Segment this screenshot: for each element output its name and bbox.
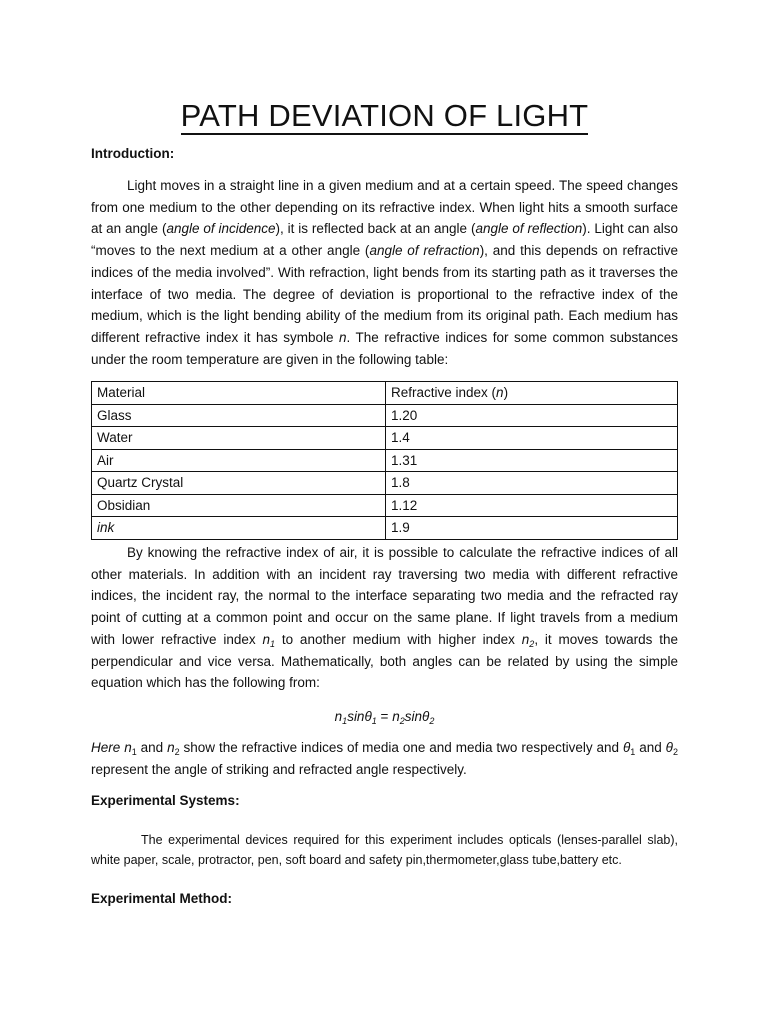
text-run: show the refractive indices of media one and media two respectively and bbox=[179, 740, 623, 755]
cell-index: 1.20 bbox=[386, 404, 678, 427]
page-title-text: PATH DEVIATION OF LIGHT bbox=[180, 98, 589, 133]
table-row bbox=[92, 404, 678, 427]
introduction-heading: Introduction: bbox=[91, 146, 175, 161]
symbol-n: n bbox=[124, 740, 132, 755]
cell-index: 1.4 bbox=[386, 427, 678, 450]
text-run: ), and this depends on refractive indices of the media involved”. With refraction, light bends from its starting path as it traverses the interface of two media. The degree of deviation is proportional to the refractive index of the medium, which is the light bending ability of the medium from its original path. Each medium has different refractive index it has symbole bbox=[91, 243, 678, 345]
text-run: and bbox=[635, 740, 666, 755]
subscript: 1 bbox=[630, 747, 636, 757]
cell-material: Air bbox=[92, 449, 386, 472]
eq-n: n bbox=[334, 709, 343, 724]
table-row bbox=[92, 517, 678, 540]
table-row bbox=[92, 472, 678, 495]
text-run: . The refractive indices for some common substances under the room temperature are given in the following table: bbox=[91, 329, 678, 367]
subscript: 2 bbox=[429, 716, 435, 726]
text-here: Here bbox=[91, 740, 125, 755]
text-run: to another medium with higher index bbox=[274, 631, 522, 647]
cell-material: Obsidian bbox=[92, 494, 386, 517]
eq-n: n bbox=[392, 709, 400, 724]
text-run: Light moves in a straight line in a given medium and at a certain speed. The speed changes from one medium to the other depending on its refractive index. When light hits a smooth surface at an angle ( bbox=[91, 178, 678, 237]
table-row bbox=[92, 449, 678, 472]
subscript: 1 bbox=[131, 747, 137, 757]
symbol-n: n bbox=[167, 740, 175, 755]
cell-index: 1.8 bbox=[386, 472, 678, 495]
cell-index: 1.31 bbox=[386, 449, 678, 472]
symbol-n: n bbox=[521, 631, 530, 647]
header-material: Material bbox=[92, 382, 386, 405]
subscript: 2 bbox=[174, 747, 180, 757]
introduction-paragraph bbox=[91, 175, 678, 370]
cell-material: Quartz Crystal bbox=[92, 472, 386, 495]
table-row bbox=[92, 427, 678, 450]
header-text: ) bbox=[503, 385, 509, 401]
symbol-n: n bbox=[496, 385, 504, 401]
term-angle-of-incidence: angle of incidence bbox=[166, 221, 276, 237]
term-angle-of-reflection: angle of reflection bbox=[475, 221, 583, 237]
header-text: Refractive index ( bbox=[391, 385, 497, 401]
symbol-theta: θ bbox=[665, 740, 673, 755]
eq-equals: = bbox=[376, 709, 393, 724]
text-run: ), it is reflected back at an angle ( bbox=[275, 221, 476, 237]
header-refractive-index bbox=[386, 382, 678, 405]
cell-index: 1.12 bbox=[386, 494, 678, 517]
text-run: ). Light can also “moves to the next medium at a other angle ( bbox=[91, 221, 678, 259]
refraction-paragraph bbox=[91, 542, 678, 694]
subscript: 2 bbox=[529, 638, 535, 649]
subscript: 1 bbox=[269, 638, 275, 649]
text-run: By knowing the refractive index of air, it is possible to calculate the refractive indices of all other materials. In addition with an incident ray traversing two media with different refractive indices, the incident ray, the normal to the interface separating two media and the refracted ray point of cutting at a common point and occur on the same plane. If light travels from a medium with lower refractive index bbox=[91, 545, 678, 647]
subscript: 1 bbox=[342, 716, 348, 726]
text-run: and bbox=[136, 740, 168, 755]
cell-material: Water bbox=[92, 427, 386, 450]
subscript: 2 bbox=[399, 716, 405, 726]
page-title bbox=[91, 97, 678, 135]
cell-material: Glass bbox=[92, 404, 386, 427]
subscript: 1 bbox=[371, 716, 377, 726]
refractive-index-table bbox=[91, 381, 678, 540]
text-run: represent the angle of striking and refracted angle respectively. bbox=[91, 761, 467, 777]
eq-sin-theta: sinθ bbox=[347, 709, 372, 724]
cell-index: 1.9 bbox=[386, 517, 678, 540]
equation-explanation bbox=[91, 737, 678, 780]
symbol-n: n bbox=[262, 631, 270, 647]
symbol-theta: θ bbox=[622, 740, 631, 755]
symbol-n: n bbox=[339, 329, 347, 345]
cell-material: ink bbox=[92, 517, 386, 540]
table-header-row bbox=[92, 382, 678, 405]
experimental-systems-text: The experimental devices required for this experiment includes opticals (lenses-parallel slab), white paper, scale, protractor, pen, soft board and safety pin,thermometer,glass tube,battery etc. bbox=[91, 833, 678, 867]
term-angle-of-refraction: angle of refraction bbox=[369, 243, 480, 259]
subscript: 2 bbox=[673, 747, 679, 757]
experimental-systems-heading: Experimental Systems: bbox=[91, 793, 240, 808]
experimental-method-heading: Experimental Method: bbox=[91, 891, 233, 906]
snells-law-equation bbox=[91, 708, 678, 726]
table-row bbox=[92, 494, 678, 517]
text-run: , it moves towards the perpendicular and vice versa. Mathematically, both angles can be related by using the simple equation which has the following from: bbox=[91, 631, 678, 691]
eq-sin-theta: sinθ bbox=[404, 709, 430, 724]
